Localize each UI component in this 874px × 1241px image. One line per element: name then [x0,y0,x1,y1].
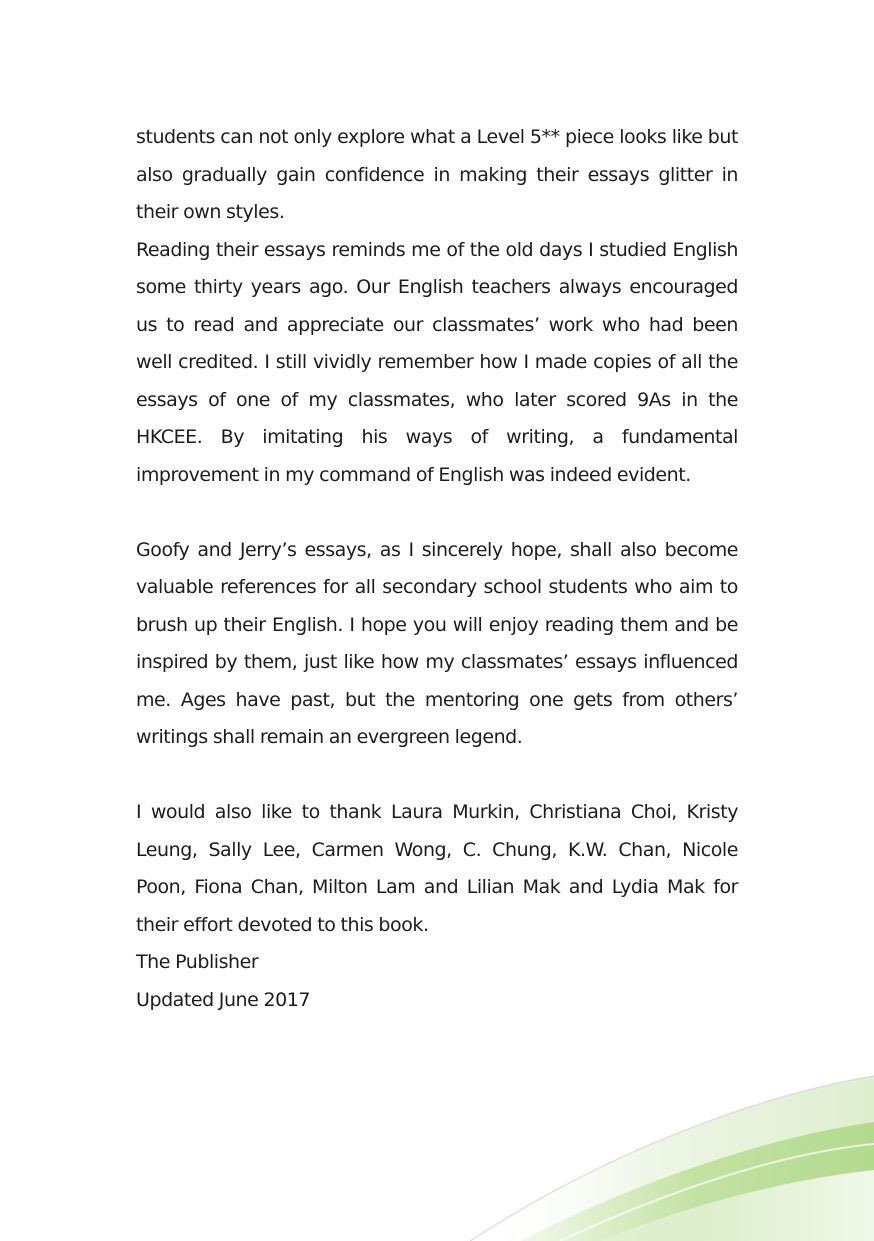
signature-author: The Publisher [136,951,259,973]
signature-date: Updated June 2017 [136,988,311,1011]
paragraph-2: Reading their essays reminds me of the old days I studied English some thirty years ago. Our English teachers always encouraged us to read and appreciate our classmates’ work who had been well credited. I still vividly remember how I made copies of all the essays of one of my classmates, who later scored 9As in the HKCEE. By imitating his ways of writing, a fundamental improvement in my command of English was indeed evident. [136,238,738,486]
body-text [136,119,738,1019]
paragraph-3: Goofy and Jerry’s essays, as I sincerely hope, shall also become valuable references for all secondary school students who aim to brush up their English. I hope you will enjoy reading them and be inspired by them, just like how my classmates’ essays influenced me. Ages have past, but the mentoring one gets from others’ writings shall remain an evergreen legend. [136,538,738,748]
paragraph-1: students can not only explore what a Level 5** piece looks like but also gradually gain confidence in making their essays glitter in their own styles. [136,126,738,223]
paragraph-4: I would also like to thank Laura Murkin, Christiana Choi, Kristy Leung, Sally Lee, Carmen Wong, C. Chung, K.W. Chan, Nicole Poon, Fiona Chan, Milton Lam and Lilian Mak and Lydia Mak for their effort devoted to this book. [136,801,738,936]
